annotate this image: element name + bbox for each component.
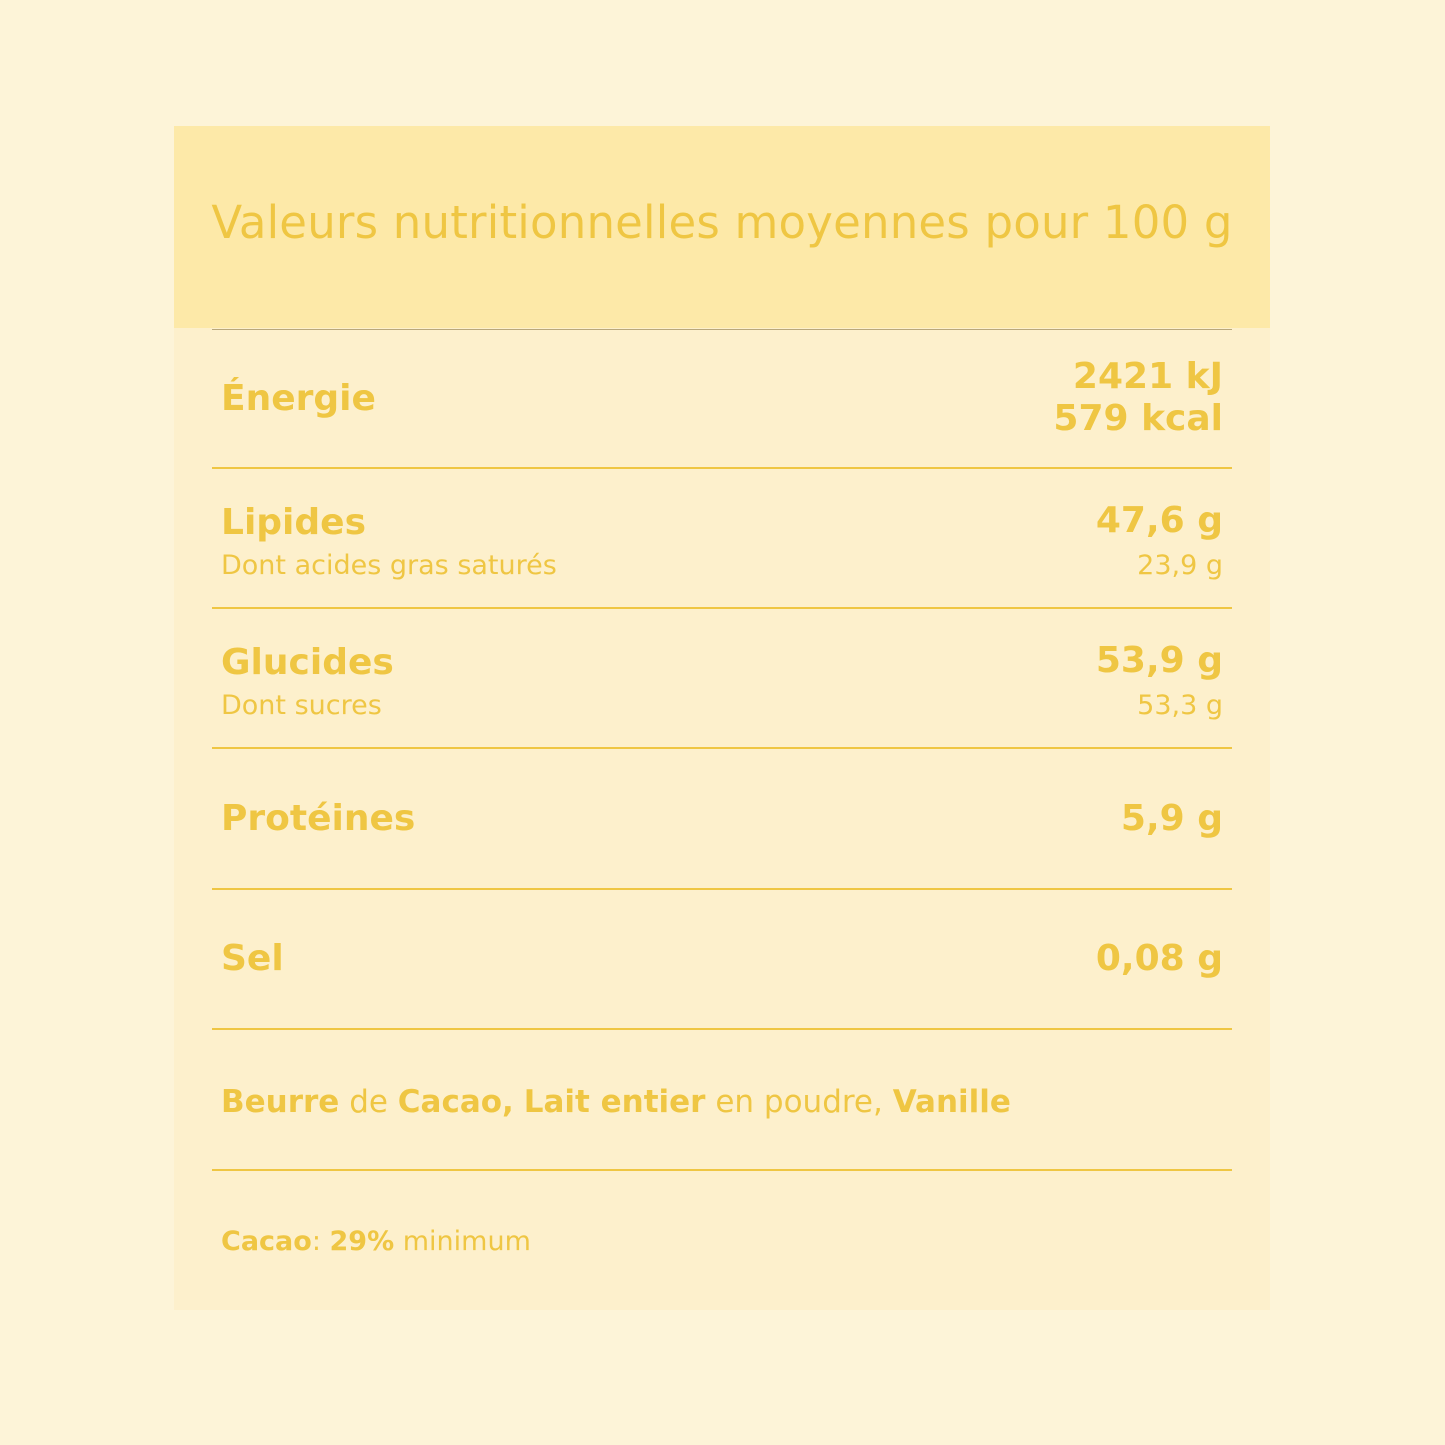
energy-value-kcal: 579 kcal xyxy=(1053,398,1223,439)
energy-value xyxy=(1053,356,1223,440)
salt-row xyxy=(212,891,1232,1030)
ingredients-row xyxy=(212,1032,1232,1171)
protein-row xyxy=(212,751,1232,890)
salt-value: 0,08 g xyxy=(1095,938,1223,979)
card-header xyxy=(174,126,1270,328)
sugars-label: Dont sucres xyxy=(221,690,382,721)
saturated-fat-label: Dont acides gras saturés xyxy=(221,550,557,581)
cocoa-separator: : xyxy=(311,1226,321,1257)
fat-value: 47,6 g xyxy=(1095,500,1223,541)
saturated-fat-value: 23,9 g xyxy=(1137,550,1223,581)
salt-label: Sel xyxy=(221,938,284,979)
sugars-value: 53,3 g xyxy=(1137,690,1223,721)
cocoa-label: Cacao xyxy=(221,1226,312,1257)
carbs-row xyxy=(212,610,1232,749)
cocoa-note xyxy=(221,1226,531,1257)
card-title: Valeurs nutritionnelles moyennes pour 100 g xyxy=(211,196,1233,249)
carbs-value: 53,9 g xyxy=(1095,640,1223,681)
ingredient-4: Vanille xyxy=(892,1084,1011,1120)
nutrition-card xyxy=(174,126,1270,1310)
protein-label: Protéines xyxy=(221,798,416,839)
energy-row xyxy=(212,330,1232,469)
carbs-label: Glucides xyxy=(221,642,394,683)
fat-row xyxy=(212,470,1232,609)
ingredient-3: Lait entier xyxy=(523,1084,706,1120)
protein-value: 5,9 g xyxy=(1120,798,1223,839)
cocoa-suffix: minimum xyxy=(402,1226,531,1257)
fat-label: Lipides xyxy=(221,502,367,543)
energy-value-kj: 2421 kJ xyxy=(1072,356,1223,397)
ingredient-connector-1: de xyxy=(349,1084,388,1120)
ingredients-text xyxy=(221,1084,1011,1120)
cocoa-percent: 29% xyxy=(329,1226,395,1257)
energy-label: Énergie xyxy=(221,378,376,419)
ingredient-2: Cacao, xyxy=(397,1084,514,1120)
ingredient-connector-2: en poudre, xyxy=(715,1084,883,1120)
ingredient-1: Beurre xyxy=(221,1084,340,1120)
